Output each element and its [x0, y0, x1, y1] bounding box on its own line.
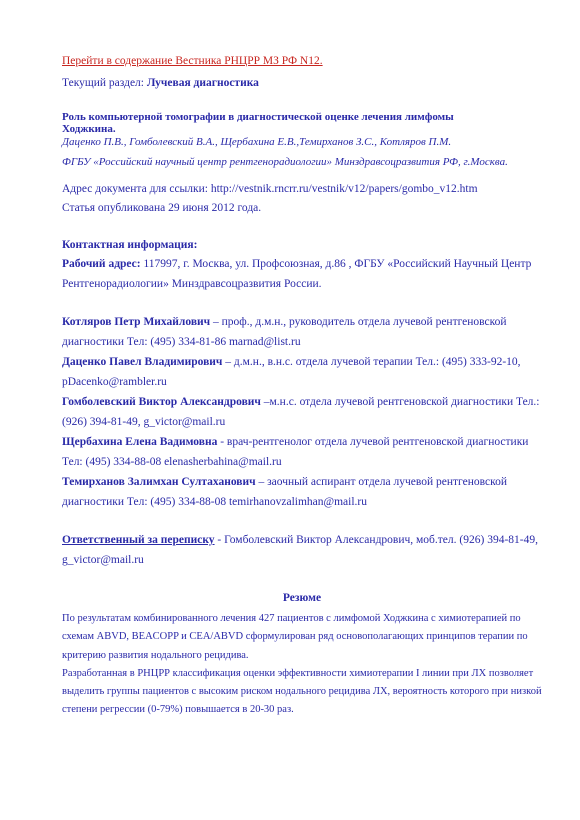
- work-address: [62, 254, 542, 294]
- person-name: Темирханов Залимхан Султаханович: [62, 476, 256, 488]
- publication-date: Статья опубликована 29 июня 2012 года.: [62, 202, 262, 214]
- article-title-line1: Роль компьютерной томографии в диагностической оценке лечения лимфомы: [62, 111, 454, 123]
- article-title-line2: Ходжкина.: [62, 123, 116, 135]
- person-entry: [62, 472, 542, 512]
- contacts-heading: Контактная информация:: [62, 239, 198, 251]
- person-entry: [62, 352, 542, 392]
- responsible-contact: [62, 530, 542, 570]
- responsible-text: - Гомболевский Виктор Александрович, моб.тел. (926) 394-81-49, g_victor@mail.ru: [62, 534, 538, 566]
- article-institution: ФГБУ «Российский научный центр рентгенорадиологии» Минздравсоцразвития РФ, г.Москва.: [62, 156, 508, 168]
- resume-heading: Резюме: [282, 592, 322, 604]
- person-name: Котляров Петр Михайлович: [62, 316, 211, 328]
- person-details: –м.н.с. отдела лучевой рентгеновской диагностики Тел.: (926) 394-81-49, g_victor@mail.ru: [62, 396, 540, 428]
- person-details: - врач-рентгенолог отдела лучевой рентгеновской диагностики Тел: (495) 334-88-08 elenasherbahina@mail.ru: [62, 436, 529, 468]
- article-authors: Даценко П.В., Гомболевский В.А., Щербахина Е.В.,Темирханов З.С., Котляров П.М.: [62, 136, 452, 148]
- person-details: – заочный аспирант отдела лучевой рентгеновской диагностики Тел: (495) 334-88-08 temirhanovzalimhan@mail.ru: [62, 476, 507, 508]
- section-label: Текущий раздел:: [62, 77, 147, 89]
- document-address: Адрес документа для ссылки: http://vestnik.rncrr.ru/vestnik/v12/papers/gombo_v12.htm: [62, 183, 478, 195]
- person-name: Даценко Павел Владимирович: [62, 356, 223, 368]
- person-entry: [62, 312, 542, 352]
- person-entry: [62, 432, 542, 472]
- person-name: Щербахина Елена Вадимовна: [62, 436, 218, 448]
- section-name: Лучевая диагностика: [146, 77, 259, 89]
- resume-paragraph-1: По результатам комбинированного лечения 427 пациентов с лимфомой Ходжкина с химиотерапией по схемам ABVD, BEACOPP и CEA/ABVD сформулирован ряд основополагающих принципов терапии по критерию развития нодального рецидива.: [62, 613, 528, 661]
- person-entry: [62, 392, 542, 432]
- work-address-text: 117997, г. Москва, ул. Профсоюзная, д.86 , ФГБУ «Российский Научный Центр Рентгенорадиологии» Минздравсоцразвития России.: [62, 258, 532, 290]
- people-list: [62, 312, 542, 512]
- document-page: [62, 52, 542, 720]
- article-title: [62, 111, 542, 135]
- person-details: – д.м.н., в.н.с. отдела лучевой терапии Тел.: (495) 333-92-10, pDacenko@rambler.ru: [62, 356, 521, 388]
- work-address-label: Рабочий адрес:: [62, 258, 141, 270]
- resume-paragraph-2: Разработанная в РНЦРР классификация оценки эффективности химиотерапии I линии при ЛХ позволяет выделить группы пациентов с высоким риском нодального рецидива ЛХ, вероятность которого при низкой степени регрессии (0-79%) повышается в 20-30 раз.: [62, 667, 542, 716]
- contents-link[interactable]: Перейти в содержание Вестника РНЦРР МЗ РФ N12.: [62, 55, 323, 67]
- person-name: Гомболевский Виктор Александрович: [62, 396, 261, 408]
- person-details: – проф., д.м.н., руководитель отдела лучевой рентгеновской диагностики Тел: (495) 334-81-86 marnad@list.ru: [62, 316, 507, 348]
- current-section: [62, 74, 542, 92]
- responsible-label: Ответственный за переписку: [62, 534, 215, 546]
